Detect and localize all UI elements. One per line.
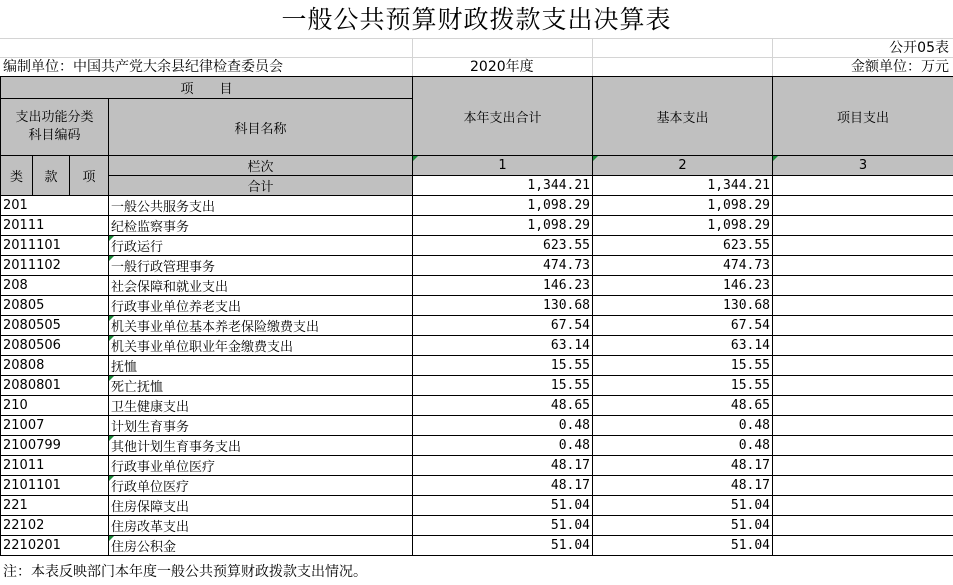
row-total: 63.14 [413, 336, 593, 356]
row-total: 48.65 [413, 396, 593, 416]
sum-label: 合计 [109, 176, 413, 196]
row-code: 2011101 [1, 236, 109, 256]
header-kuan: 款 [33, 156, 70, 196]
row-total: 15.55 [413, 356, 593, 376]
row-subject-name: 住房保障支出 [109, 496, 413, 516]
header-col-index: 栏次 [109, 156, 413, 176]
row-subject-name: 行政单位医疗 [109, 476, 413, 496]
row-project [773, 496, 953, 516]
header-item: 项 目 [1, 77, 413, 99]
table-row [1, 296, 953, 316]
row-subject-name: 行政事业单位医疗 [109, 456, 413, 476]
expenditure-table [0, 76, 953, 556]
table-row [1, 276, 953, 296]
row-basic: 48.17 [593, 476, 773, 496]
row-subject-name: 死亡抚恤 [109, 376, 413, 396]
table-row [1, 336, 953, 356]
row-basic: 623.55 [593, 236, 773, 256]
row-basic: 15.55 [593, 356, 773, 376]
row-code: 210 [1, 396, 109, 416]
row-subject-name: 纪检监察事务 [109, 216, 413, 236]
row-basic: 48.17 [593, 456, 773, 476]
header-col-3: 3 [773, 156, 953, 176]
table-row [1, 216, 953, 236]
row-code: 221 [1, 496, 109, 516]
row-total: 51.04 [413, 496, 593, 516]
org-unit: 编制单位：中国共产党大余县纪律检查委员会 [3, 59, 283, 75]
table-row [1, 196, 953, 216]
form-number: 公开05表 [889, 40, 949, 56]
row-project [773, 356, 953, 376]
row-project [773, 536, 953, 556]
row-basic: 48.65 [593, 396, 773, 416]
table-row [1, 516, 953, 536]
row-project [773, 336, 953, 356]
row-code: 2101101 [1, 476, 109, 496]
row-basic: 15.55 [593, 376, 773, 396]
row-basic: 51.04 [593, 536, 773, 556]
report-year: 2020年度 [470, 59, 534, 75]
row-total: 48.17 [413, 456, 593, 476]
gridline [772, 38, 773, 76]
row-project [773, 416, 953, 436]
header-basic: 基本支出 [593, 77, 773, 156]
row-project [773, 456, 953, 476]
row-project [773, 296, 953, 316]
row-total: 0.48 [413, 416, 593, 436]
row-basic: 63.14 [593, 336, 773, 356]
table-row [1, 236, 953, 256]
table-row [1, 456, 953, 476]
row-code: 21011 [1, 456, 109, 476]
table-row [1, 256, 953, 276]
table-row [1, 536, 953, 556]
row-code: 208 [1, 276, 109, 296]
row-basic: 51.04 [593, 516, 773, 536]
row-project [773, 476, 953, 496]
row-project [773, 436, 953, 456]
row-project [773, 276, 953, 296]
row-code: 20111 [1, 216, 109, 236]
row-subject-name: 行政事业单位养老支出 [109, 296, 413, 316]
row-code: 2100799 [1, 436, 109, 456]
row-project [773, 236, 953, 256]
table-body [1, 196, 953, 556]
row-total: 130.68 [413, 296, 593, 316]
row-total: 0.48 [413, 436, 593, 456]
row-basic: 1,098.29 [593, 216, 773, 236]
row-code: 21007 [1, 416, 109, 436]
sum-project [773, 176, 953, 196]
row-subject-name: 一般行政管理事务 [109, 256, 413, 276]
row-project [773, 516, 953, 536]
header-col-2: 2 [593, 156, 773, 176]
row-total: 474.73 [413, 256, 593, 276]
row-basic: 0.48 [593, 416, 773, 436]
row-code: 2080506 [1, 336, 109, 356]
row-subject-name: 住房改革支出 [109, 516, 413, 536]
table-note: 注：本表反映部门本年度一般公共预算财政拨款支出情况。 [3, 564, 367, 580]
row-project [773, 376, 953, 396]
header-subject-name: 科目名称 [109, 99, 413, 156]
header-col-1: 1 [413, 156, 593, 176]
row-code: 2080505 [1, 316, 109, 336]
row-total: 51.04 [413, 536, 593, 556]
row-total: 67.54 [413, 316, 593, 336]
header-total: 本年支出合计 [413, 77, 593, 156]
row-subject-name: 其他计划生育事务支出 [109, 436, 413, 456]
table-row [1, 396, 953, 416]
header-project: 项目支出 [773, 77, 953, 156]
gridline [592, 38, 593, 76]
row-total: 15.55 [413, 376, 593, 396]
sum-total: 1,344.21 [413, 176, 593, 196]
row-total: 1,098.29 [413, 216, 593, 236]
row-basic: 1,098.29 [593, 196, 773, 216]
table-row [1, 436, 953, 456]
row-project [773, 316, 953, 336]
table-row [1, 496, 953, 516]
amount-unit: 金额单位：万元 [851, 59, 949, 75]
row-basic: 67.54 [593, 316, 773, 336]
row-total: 1,098.29 [413, 196, 593, 216]
gridline [0, 38, 953, 39]
header-xiang: 项 [70, 156, 109, 196]
row-subject-name: 抚恤 [109, 356, 413, 376]
row-code: 2011102 [1, 256, 109, 276]
row-basic: 51.04 [593, 496, 773, 516]
sum-basic: 1,344.21 [593, 176, 773, 196]
row-subject-name: 机关事业单位基本养老保险缴费支出 [109, 316, 413, 336]
row-basic: 0.48 [593, 436, 773, 456]
row-subject-name: 住房公积金 [109, 536, 413, 556]
row-code: 20805 [1, 296, 109, 316]
row-subject-name: 机关事业单位职业年金缴费支出 [109, 336, 413, 356]
gridline [412, 38, 413, 76]
table-row [1, 316, 953, 336]
table-row [1, 376, 953, 396]
row-code: 22102 [1, 516, 109, 536]
row-total: 623.55 [413, 236, 593, 256]
row-subject-name: 行政运行 [109, 236, 413, 256]
header-func-code: 支出功能分类 科目编码 [1, 99, 109, 156]
table-row [1, 416, 953, 436]
row-subject-name: 卫生健康支出 [109, 396, 413, 416]
row-project [773, 396, 953, 416]
row-project [773, 216, 953, 236]
row-project [773, 256, 953, 276]
row-subject-name: 计划生育事务 [109, 416, 413, 436]
row-basic: 146.23 [593, 276, 773, 296]
header-lei: 类 [1, 156, 33, 196]
report-title: 一般公共预算财政拨款支出决算表 [281, 5, 672, 34]
row-basic: 474.73 [593, 256, 773, 276]
row-total: 146.23 [413, 276, 593, 296]
row-subject-name: 社会保障和就业支出 [109, 276, 413, 296]
gridline [0, 57, 953, 58]
row-code: 2210201 [1, 536, 109, 556]
row-total: 51.04 [413, 516, 593, 536]
row-code: 201 [1, 196, 109, 216]
row-subject-name: 一般公共服务支出 [109, 196, 413, 216]
row-project [773, 196, 953, 216]
table-row [1, 356, 953, 376]
row-code: 20808 [1, 356, 109, 376]
table-row [1, 476, 953, 496]
row-code: 2080801 [1, 376, 109, 396]
row-basic: 130.68 [593, 296, 773, 316]
row-total: 48.17 [413, 476, 593, 496]
